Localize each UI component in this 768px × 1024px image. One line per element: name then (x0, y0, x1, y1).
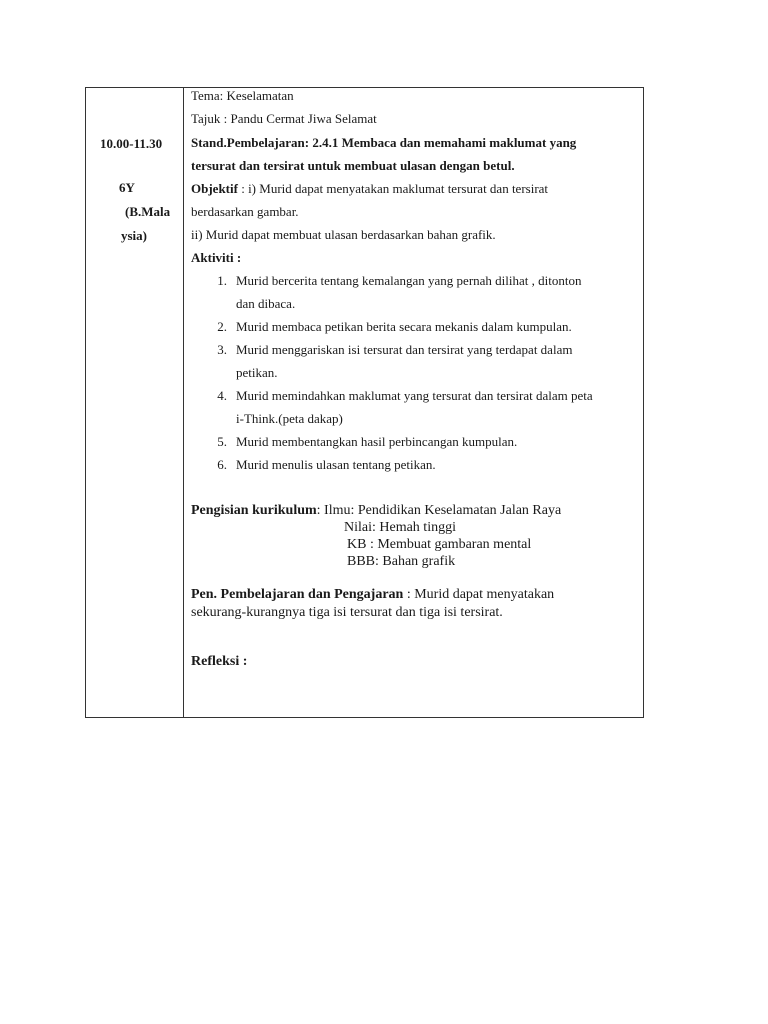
kurikulum-bbb: BBB: Bahan grafik (347, 554, 456, 569)
aktiviti-text: Murid bercerita tentang kemalangan yang pernah dilihat , ditonton (236, 273, 582, 288)
kurikulum-line-ilmu (191, 503, 561, 519)
column-divider (183, 88, 184, 717)
standard-line-2: tersurat dan tersirat untuk membuat ulasan dengan betul. (191, 158, 515, 173)
objektif-text: : i) Murid dapat menyatakan maklumat tersurat dan tersirat (237, 181, 549, 196)
kurikulum-nilai: Nilai: Hemah tinggi (344, 520, 456, 535)
tema-line: Tema: Keselamatan (191, 88, 294, 103)
session-time: 10.00-11.30 (100, 136, 163, 151)
aktiviti-item-4-cont: i-Think.(peta dakap) (236, 411, 343, 426)
standard-line-1: Stand.Pembelajaran: 2.4.1 Membaca dan memahami maklumat yang (191, 135, 577, 150)
pen-text: : Murid dapat menyatakan (403, 587, 555, 602)
aktiviti-text: Murid menggariskan isi tersurat dan tersirat yang terdapat dalam (236, 342, 573, 357)
session-subject-line2: ysia) (121, 228, 147, 243)
pen-line-1 (191, 587, 554, 603)
lesson-plan-table (85, 87, 644, 718)
pen-label: Pen. Pembelajaran dan Pengajaran (191, 587, 404, 602)
tajuk-line: Tajuk : Pandu Cermat Jiwa Selamat (191, 111, 377, 126)
aktiviti-number: 3. (217, 342, 227, 357)
objektif-line-3: ii) Murid dapat membuat ulasan berdasarkan bahan grafik. (191, 227, 496, 242)
kurikulum-kb: KB : Membuat gambaran mental (347, 537, 532, 552)
kurikulum-label: Pengisian kurikulum (191, 503, 317, 518)
aktiviti-item-3-cont: petikan. (236, 365, 278, 380)
aktiviti-number: 1. (217, 273, 227, 288)
objektif-line-2: berdasarkan gambar. (191, 204, 299, 219)
session-subject-line1: (B.Mala (125, 204, 171, 219)
session-column (86, 88, 183, 717)
pen-line-2: sekurang-kurangnya tiga isi tersurat dan tiga isi tersirat. (191, 605, 503, 620)
session-class: 6Y (119, 180, 135, 195)
objektif-line-1 (191, 181, 548, 197)
aktiviti-number: 6. (217, 457, 227, 472)
objektif-label: Objektif (191, 181, 238, 196)
aktiviti-text: Murid menulis ulasan tentang petikan. (236, 457, 436, 472)
aktiviti-label: Aktiviti : (191, 250, 242, 265)
refleksi-label: Refleksi : (191, 654, 248, 669)
aktiviti-text: Murid membentangkan hasil perbincangan kumpulan. (236, 434, 518, 449)
content-column (191, 88, 639, 717)
aktiviti-number: 2. (217, 319, 227, 334)
aktiviti-item-1-cont: dan dibaca. (236, 296, 296, 311)
aktiviti-number: 5. (217, 434, 227, 449)
kurikulum-ilmu: : Ilmu: Pendidikan Keselamatan Jalan Raya (316, 503, 562, 518)
aktiviti-number: 4. (217, 388, 227, 403)
aktiviti-text: Murid membaca petikan berita secara mekanis dalam kumpulan. (236, 319, 572, 334)
aktiviti-text: Murid memindahkan maklumat yang tersurat dan tersirat dalam peta (236, 388, 593, 403)
